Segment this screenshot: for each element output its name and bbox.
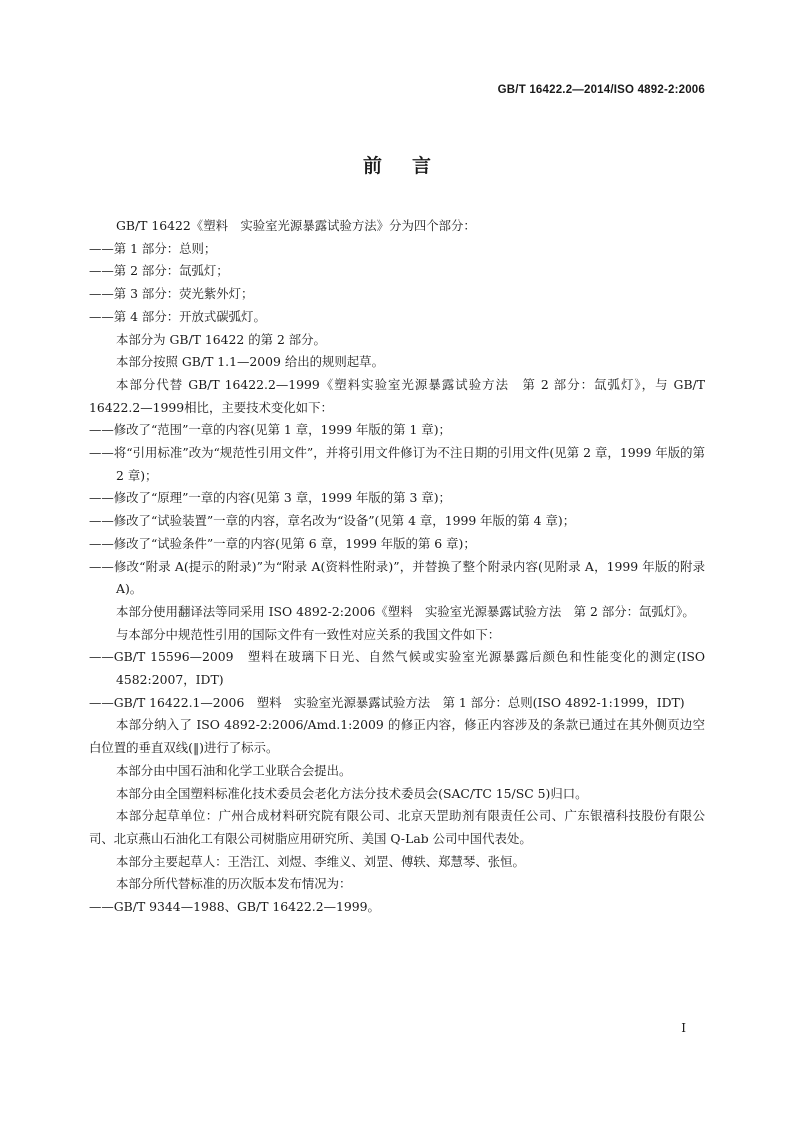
list-item: ——第 3 部分：荧光紫外灯；: [89, 286, 254, 302]
paragraph: 本部分代替 GB/T 16422.2—1999《塑料实验室光源暴露试验方法 第 2 部分：氙弧灯》，与 GB/T 16422.2—1999相比，主要技术变化如下：: [89, 376, 705, 415]
list-item: ——第 4 部分：开放式碳弧灯。: [89, 308, 266, 324]
paragraph: 本部分为 GB/T 16422 的第 2 部分。: [116, 331, 326, 347]
list-item: ——将“引用标准”改为“规范性引用文件”，并将引用文件修订为不注日期的引用文件(见第 2 章，1999 年版的第 2 章)；: [89, 445, 705, 483]
paragraph: 本部分主要起草人：王浩江、刘煜、李维义、刘罡、傅轶、郑慧琴、张恒。: [116, 853, 525, 869]
list-item: ——修改了“试验条件”一章的内容(见第 6 章，1999 年版的第 6 章)；: [89, 535, 476, 551]
paragraph: 本部分使用翻译法等同采用 ISO 4892-2:2006《塑料 实验室光源暴露试验方法 第 2 部分：氙弧灯》。: [116, 603, 695, 619]
paragraph: 本部分按照 GB/T 1.1—2009 给出的规则起草。: [116, 354, 384, 370]
paragraph: 本部分所代替标准的历次版本发布情况为：: [116, 876, 352, 892]
paragraph: 本部分由全国塑料标准化技术委员会老化方法分技术委员会(SAC/TC 15/SC 5)归口。: [116, 785, 588, 801]
list-item: ——第 2 部分：氙弧灯；: [89, 263, 229, 279]
page-title: 前言: [362, 155, 461, 177]
paragraph: 本部分起草单位：广州合成材料研究院有限公司、北京天罡助剂有限责任公司、广东银禧科技股份有限公司、北京燕山石油化工有限公司树脂应用研究所、美国 Q-Lab 公司中国代表处。: [89, 808, 705, 846]
list-item: ——GB/T 15596—2009 塑料在玻璃下日光、自然气候或实验室光源暴露后颜色和性能变化的测定(ISO 4582:2007，IDT): [89, 649, 705, 688]
list-item: ——修改了“范围”一章的内容(见第 1 章，1999 年版的第 1 章)；: [89, 422, 451, 438]
paragraph: 本部分由中国石油和化学工业联合会提出。: [116, 762, 352, 778]
list-item: ——第 1 部分：总则；: [89, 240, 217, 256]
document-body: [89, 215, 705, 919]
list-item: ——修改了“原理”一章的内容(见第 3 章，1999 年版的第 3 章)；: [89, 490, 451, 506]
paragraph: 与本部分中规范性引用的国际文件有一致性对应关系的我国文件如下：: [116, 626, 501, 642]
paragraph: 本部分纳入了 ISO 4892-2:2006/Amd.1:2009 的修正内容，修正内容涉及的条款已通过在其外侧页边空白位置的垂直双线(‖)进行了标示。: [89, 717, 705, 756]
paragraph: GB/T 16422《塑料 实验室光源暴露试验方法》分为四个部分：: [116, 218, 476, 233]
list-item: ——修改“附录 A(提示的附录)”为“附录 A(资料性附录)”，并替换了整个附录内容(见附录 A，1999 年版的附录 A)。: [89, 558, 705, 597]
list-item: ——修改了“试验装置”一章的内容，章名改为“设备”(见第 4 章，1999 年版的第 4 章)；: [89, 513, 576, 529]
page-number: I: [681, 1021, 686, 1035]
standard-code-header: GB/T 16422.2—2014/ISO 4892-2:2006: [497, 84, 705, 96]
list-item: ——GB/T 9344—1988、GB/T 16422.2—1999。: [89, 899, 380, 915]
list-item: ——GB/T 16422.1—2006 塑料 实验室光源暴露试验方法 第 1 部分：总则(ISO 4892-1:1999，IDT): [89, 694, 685, 710]
